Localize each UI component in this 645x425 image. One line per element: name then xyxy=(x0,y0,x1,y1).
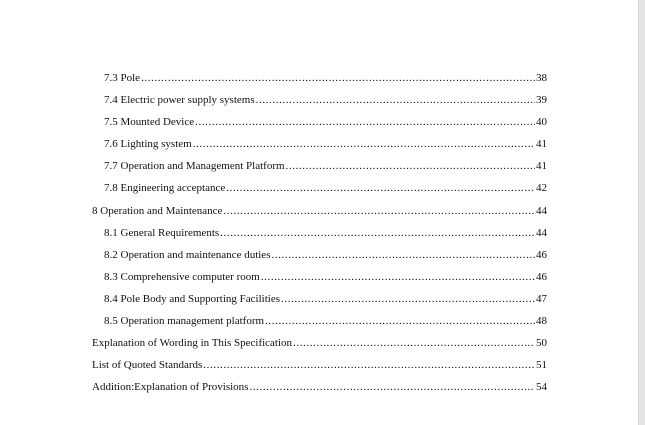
dot-leader xyxy=(195,114,535,131)
dot-leader xyxy=(226,180,535,197)
toc-entry-title: 8 Operation and Maintenance xyxy=(92,204,223,217)
dot-leader xyxy=(265,313,535,330)
toc-entry-page-number: 48 xyxy=(536,315,547,328)
toc-entry-title: Explanation of Wording in This Specification xyxy=(92,337,293,350)
toc-entry-title: 7.4 Electric power supply systems xyxy=(104,94,255,107)
toc-entry[interactable] xyxy=(92,291,547,313)
dot-leader xyxy=(271,247,535,264)
toc-entry-page-number: 46 xyxy=(536,270,547,283)
dot-leader xyxy=(261,269,535,286)
page-edge-scrollbar[interactable] xyxy=(638,0,645,425)
toc-entry-title: 8.3 Comprehensive computer room xyxy=(104,270,260,283)
toc-entry-page-number: 46 xyxy=(536,248,547,261)
toc-entry[interactable] xyxy=(92,313,547,335)
toc-entry[interactable] xyxy=(92,158,547,180)
toc-entry-page-number: 50 xyxy=(536,337,547,350)
toc-entry-title: 8.4 Pole Body and Supporting Facilities xyxy=(104,292,280,305)
toc-entry[interactable] xyxy=(92,114,547,136)
toc-entry-page-number: 47 xyxy=(536,292,547,305)
toc-entry-title: 7.8 Engineering acceptance xyxy=(104,182,226,195)
table-of-contents xyxy=(92,70,547,401)
toc-entry[interactable] xyxy=(92,225,547,247)
toc-entry[interactable] xyxy=(92,269,547,291)
toc-entry[interactable] xyxy=(92,180,547,202)
toc-entry-page-number: 54 xyxy=(536,381,547,394)
toc-entry-title: 7.5 Mounted Device xyxy=(104,116,195,129)
toc-entry-title: 7.3 Pole xyxy=(104,72,141,84)
toc-entry-page-number: 39 xyxy=(536,94,547,107)
toc-entry[interactable] xyxy=(92,357,547,379)
dot-leader xyxy=(293,335,535,352)
toc-entry[interactable] xyxy=(92,203,547,225)
dot-leader xyxy=(286,158,535,175)
toc-entry-page-number: 44 xyxy=(536,226,547,239)
toc-entry-title: 8.5 Operation management platform xyxy=(104,315,265,328)
toc-entry[interactable] xyxy=(92,92,547,114)
toc-entry-page-number: 42 xyxy=(536,182,547,195)
dot-leader xyxy=(223,203,535,220)
toc-entry-page-number: 51 xyxy=(536,359,547,372)
dot-leader xyxy=(141,70,535,87)
toc-entry-title: 8.1 General Requirements xyxy=(104,226,220,239)
toc-entry-title: 7.7 Operation and Management Platform xyxy=(104,160,285,173)
dot-leader xyxy=(220,225,535,242)
dot-leader xyxy=(281,291,535,308)
toc-entry-page-number: 41 xyxy=(536,138,547,151)
dot-leader xyxy=(193,136,535,153)
toc-entry-title: 8.2 Operation and maintenance duties xyxy=(104,248,271,261)
dot-leader xyxy=(256,92,535,109)
toc-entry[interactable] xyxy=(92,335,547,357)
toc-entry[interactable] xyxy=(92,70,547,92)
dot-leader xyxy=(249,379,535,396)
toc-entry[interactable] xyxy=(92,136,547,158)
toc-entry[interactable] xyxy=(92,247,547,269)
toc-entry-title: Addition:Explanation of Provisions xyxy=(92,381,249,394)
toc-entry-page-number: 40 xyxy=(536,116,547,129)
toc-entry[interactable] xyxy=(92,379,547,401)
dot-leader xyxy=(203,357,535,374)
toc-entry-page-number: 38 xyxy=(536,72,547,84)
toc-entry-page-number: 41 xyxy=(536,160,547,173)
toc-entry-title: 7.6 Lighting system xyxy=(104,138,192,151)
toc-entry-title: List of Quoted Standards xyxy=(92,359,203,372)
toc-entry-page-number: 44 xyxy=(536,204,547,217)
